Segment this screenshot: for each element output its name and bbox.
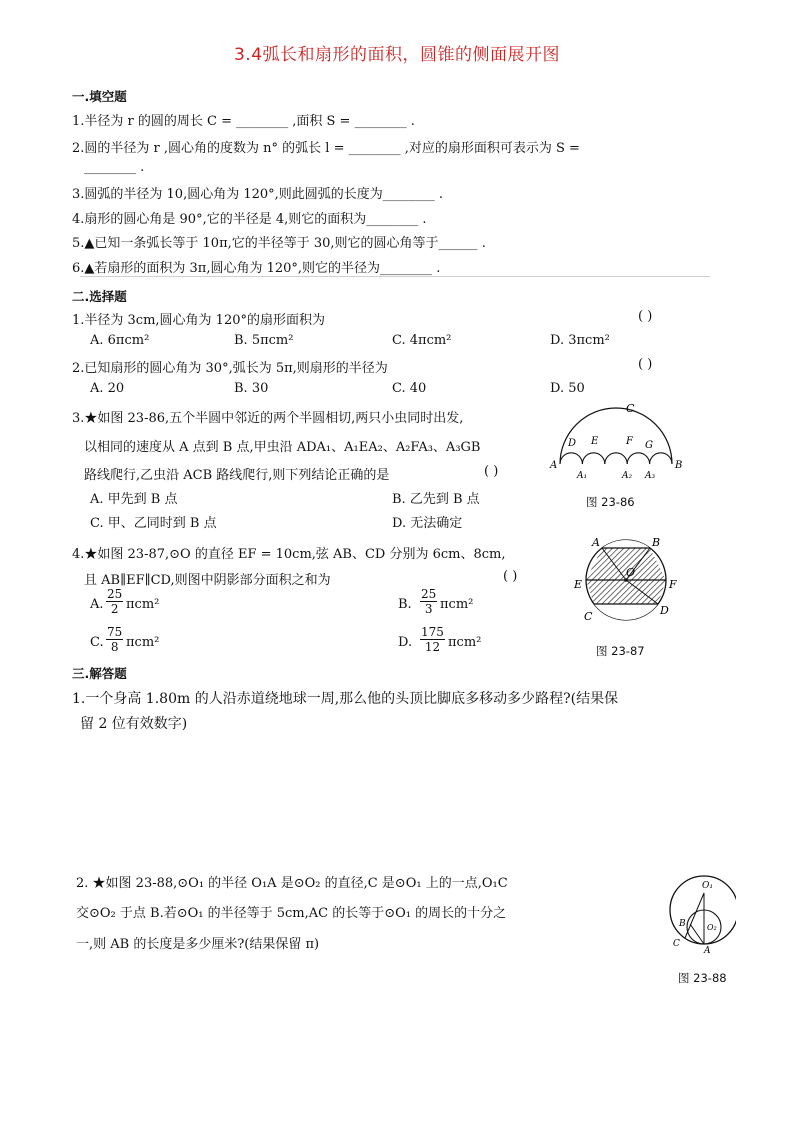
fig87-label-f: F	[669, 578, 677, 591]
fraction-numerator: 25	[107, 587, 123, 601]
choice-q2-stem: 2.已知扇形的圆心角为 30°,弧长为 5π,则扇形的半径为	[72, 361, 388, 376]
fig86-label-a: A	[550, 460, 558, 471]
figure-23-87	[566, 532, 690, 632]
choice-q4-option-c-fraction	[106, 625, 123, 654]
choice-q4-line-1: 4.★如图 23-87,⊙O 的直径 EF = 10cm,弦 AB、CD 分别为 6cm、8cm,	[72, 547, 506, 562]
fill-item-5: 5.▲已知一条弧长等于 10π,它的半径等于 30,则它的圆心角等于______ .	[72, 236, 486, 251]
answer-q2-line-2: 交⊙O₂ 于点 B.若⊙O₁ 的半径等于 5cm,AC 的长等于⊙O₁ 的周长的十分之	[76, 906, 507, 921]
choice-q4-option-d-label: D.	[398, 635, 413, 650]
fig86-label-f: F	[626, 436, 633, 447]
choice-q4-option-a-unit: πcm²	[126, 597, 160, 612]
choice-q3-option-d: D. 无法确定	[392, 516, 463, 531]
fig86-label-a2: A₂	[622, 471, 633, 481]
fraction-numerator: 25	[421, 587, 437, 601]
fig86-label-d: D	[568, 438, 577, 449]
fill-item-3: 3.圆弧的半径为 10,圆心角为 120°,则此圆弧的长度为________ .	[72, 187, 444, 202]
fill-item-1: 1.半径为 r 的圆的周长 C = ________ ,面积 S = ________ .	[72, 114, 415, 129]
choice-q4-option-b-label: B.	[398, 597, 412, 612]
fig87-label-e: E	[574, 578, 583, 591]
section-answer-heading: 三.解答题	[72, 666, 127, 681]
choice-q2-option-d: D. 50	[550, 381, 585, 396]
fig86-label-b: B	[675, 460, 683, 471]
choice-q1-option-a: A. 6πcm²	[90, 333, 150, 348]
fill-item-2-cont: ________ .	[84, 160, 145, 175]
choice-q2-option-b: B. 30	[234, 381, 269, 396]
choice-q1-paren: ( )	[638, 309, 653, 324]
choice-q3-paren: ( )	[484, 464, 499, 479]
page-title: 3.4弧长和扇形的面积，圆锥的侧面展开图	[233, 45, 561, 65]
fig87-label-b: B	[652, 536, 661, 549]
fill-item-2: 2.圆的半径为 r ,圆心角的度数为 n° 的弧长 l = ________ ,对应的扇形面积可表示为 S =	[72, 141, 580, 156]
fig87-label-d: D	[660, 604, 669, 617]
fig86-label-g: G	[645, 440, 653, 451]
choice-q4-option-a-fraction	[106, 587, 123, 616]
choice-q4-option-d-fraction	[420, 625, 445, 654]
fig86-label-a1: A₁	[577, 471, 588, 481]
fraction-numerator: 75	[107, 625, 123, 639]
choice-q2-option-c: C. 40	[392, 381, 427, 396]
fig88-label-b: B	[679, 919, 686, 929]
figure-23-86-caption: 图 23-86	[586, 495, 635, 509]
fig88-label-a: A	[704, 946, 711, 954]
answer-q1-line-2: 留 2 位有效数字)	[80, 716, 188, 732]
fig88-label-c: C	[673, 939, 680, 949]
choice-q3-line-1: 3.★如图 23-86,五个半圆中邻近的两个半圆相切,两只小虫同时出发,	[72, 411, 464, 426]
choice-q4-line-2: 且 AB∥EF∥CD,则图中阴影部分面积之和为	[84, 573, 331, 588]
choice-q1-stem: 1.半径为 3cm,圆心角为 120°的扇形面积为	[72, 313, 325, 328]
fig87-label-o: O	[626, 566, 636, 579]
choice-q2-option-a: A. 20	[90, 381, 125, 396]
choice-q3-line-2: 以相同的速度从 A 点到 B 点,甲虫沿 ADA₁、A₁EA₂、A₂FA₃、A₃GB	[84, 440, 481, 455]
fill-item-6: 6.▲若扇形的面积为 3π,圆心角为 120°,则它的半径为________ .	[72, 261, 441, 276]
choice-q3-option-b: B. 乙先到 B 点	[392, 492, 480, 507]
fig88-label-o2: O₂	[707, 923, 717, 932]
choice-q4-option-c-label: C.	[90, 635, 104, 650]
choice-q1-option-c: C. 4πcm²	[392, 333, 452, 348]
fig87-label-c: C	[584, 610, 593, 623]
fraction-denominator: 8	[110, 640, 119, 654]
section-divider	[80, 276, 710, 277]
figure-23-86	[548, 398, 688, 488]
choice-q4-option-c-unit: πcm²	[126, 635, 160, 650]
choice-q1-option-b: B. 5πcm²	[234, 333, 294, 348]
figure-23-87-caption: 图 23-87	[596, 644, 645, 658]
choice-q4-option-b-unit: πcm²	[440, 597, 474, 612]
fraction-denominator: 3	[424, 602, 433, 616]
choice-q3-option-c: C. 甲、乙同时到 B 点	[90, 516, 217, 531]
section-choice-heading: 二.选择题	[72, 289, 127, 304]
fig86-label-e: E	[591, 436, 599, 447]
section-fill-heading: 一.填空题	[72, 89, 127, 104]
fig86-label-c: C	[626, 402, 635, 415]
figure-23-88	[666, 868, 736, 954]
answer-q2-line-1: 2. ★如图 23-88,⊙O₁ 的半径 O₁A 是⊙O₂ 的直径,C 是⊙O₁ 上的一点,O₁C	[76, 876, 508, 891]
fig87-label-a: A	[592, 536, 600, 549]
fraction-numerator: 175	[421, 625, 444, 639]
choice-q4-option-d-unit: πcm²	[448, 635, 482, 650]
fraction-denominator: 2	[110, 602, 119, 616]
figure-23-88-caption: 图 23-88	[678, 971, 727, 985]
choice-q3-line-3: 路线爬行,乙虫沿 ACB 路线爬行,则下列结论正确的是	[84, 468, 390, 483]
fig88-label-o1: O₁	[702, 881, 713, 891]
answer-q2-line-3: 一,则 AB 的长度是多少厘米?(结果保留 π)	[76, 937, 320, 952]
choice-q4-paren: ( )	[503, 569, 518, 584]
fill-item-4: 4.扇形的圆心角是 90°,它的半径是 4,则它的面积为________ .	[72, 212, 427, 227]
choice-q4-option-b-fraction	[420, 587, 437, 616]
choice-q3-option-a: A. 甲先到 B 点	[90, 492, 178, 507]
answer-q1-line-1: 1.一个身高 1.80m 的人沿赤道绕地球一周,那么他的头顶比脚底多移动多少路程?(结果保	[72, 691, 619, 707]
fig86-label-a3: A₃	[645, 471, 656, 481]
choice-q1-option-d: D. 3πcm²	[550, 333, 610, 348]
fraction-denominator: 12	[424, 640, 441, 654]
choice-q2-paren: ( )	[638, 357, 653, 372]
choice-q4-option-a-label: A.	[90, 597, 104, 612]
